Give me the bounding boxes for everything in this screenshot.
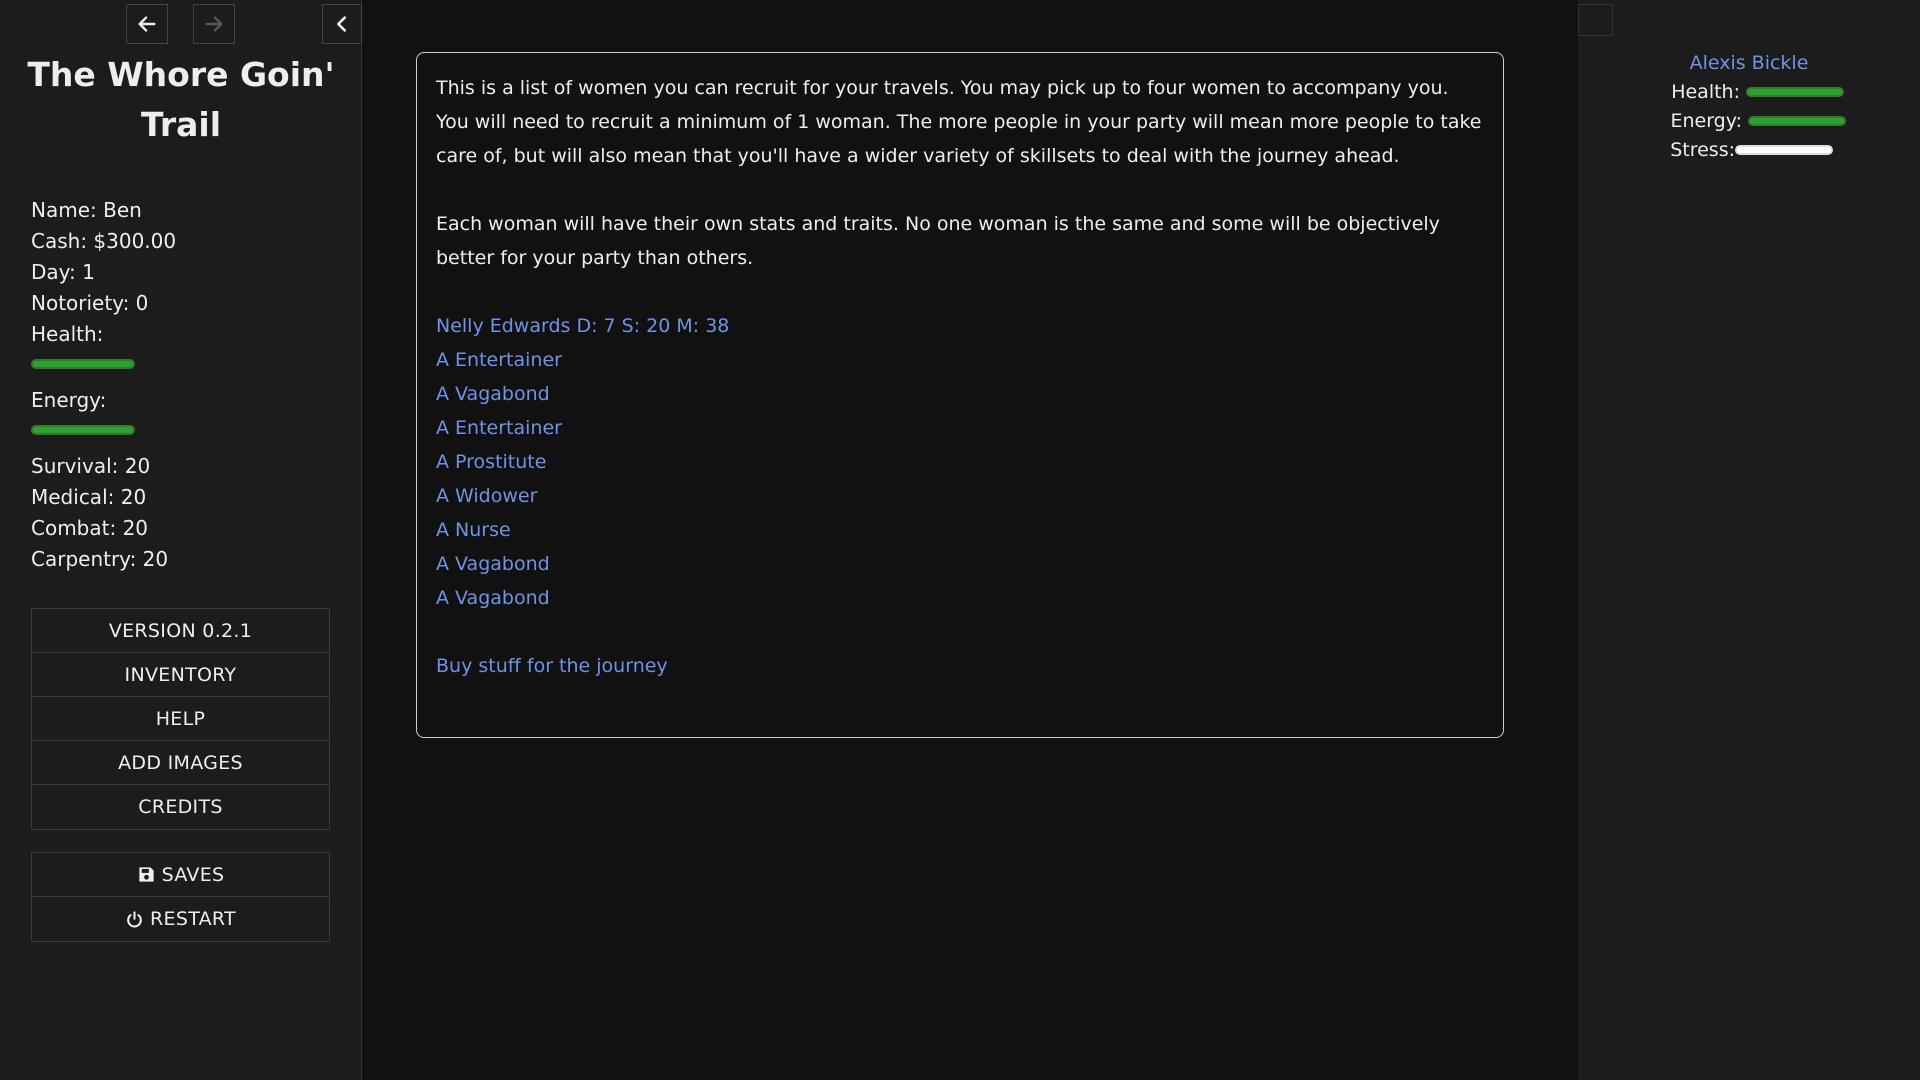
story-title: The Whore Goin' Trail [27, 55, 335, 144]
player-stats [31, 195, 176, 575]
stat-combat: Combat: 20 [31, 516, 149, 540]
arrow-left-icon [136, 13, 158, 35]
energy-bar [31, 425, 135, 435]
add-images-button[interactable]: ADD IMAGES [32, 741, 329, 785]
recruit-link[interactable]: A Vagabond [436, 587, 550, 609]
companion-energy-label: Energy: [1670, 110, 1742, 132]
recruit-link[interactable]: Nelly Edwards D: 7 S: 20 M: 38 [436, 315, 730, 337]
companion-health-label: Health: [1671, 81, 1740, 103]
stat-day: Day: 1 [31, 260, 95, 284]
stat-medical: Medical: 20 [31, 485, 147, 509]
help-button[interactable]: HELP [32, 697, 329, 741]
companion-stress-label: Stress: [1670, 139, 1735, 161]
companion-health-bar [1746, 87, 1844, 97]
companion-energy-row [1578, 107, 1920, 136]
power-icon [125, 910, 144, 929]
companion-stress-row [1578, 136, 1920, 165]
stat-health-label: Health: [31, 322, 104, 346]
recruit-list [436, 309, 1484, 615]
passage [416, 52, 1504, 738]
inventory-button[interactable]: INVENTORY [32, 653, 329, 697]
story-menu [31, 608, 330, 830]
sidebar-collapse-button[interactable] [322, 4, 362, 44]
saves-label: SAVES [161, 863, 225, 886]
system-menu [31, 852, 330, 942]
detail-text: Each woman will have their own stats and traits. No one woman is the same and some will be objectively better for your party than others. [436, 213, 1440, 269]
arrow-right-icon [203, 13, 225, 35]
saves-button[interactable] [32, 853, 329, 897]
party-panel-toggle[interactable] [1578, 4, 1613, 36]
stat-cash: Cash: $300.00 [31, 229, 177, 253]
ui-bar [0, 0, 362, 1080]
recruit-link[interactable]: A Nurse [436, 519, 511, 541]
stat-notoriety: Notoriety: 0 [31, 291, 149, 315]
recruit-link[interactable]: A Vagabond [436, 553, 550, 575]
companion-name-link[interactable]: Alexis Bickle [1689, 52, 1809, 74]
recruit-link[interactable]: A Entertainer [436, 417, 562, 439]
companion-stress-bar [1735, 145, 1833, 155]
recruit-link[interactable]: A Vagabond [436, 383, 550, 405]
health-bar [31, 359, 135, 369]
recruit-link[interactable]: A Entertainer [436, 349, 562, 371]
stat-energy-label: Energy: [31, 388, 107, 412]
history-back-button[interactable] [126, 4, 168, 44]
history-forward-button[interactable] [193, 4, 235, 44]
companion-health-row [1578, 78, 1920, 107]
chevron-left-icon [331, 13, 353, 35]
recruit-link[interactable]: A Prostitute [436, 451, 547, 473]
stat-survival: Survival: 20 [31, 454, 151, 478]
restart-button[interactable] [32, 897, 329, 941]
floppy-disk-icon [137, 865, 156, 884]
buy-supplies-link[interactable]: Buy stuff for the journey [436, 655, 668, 677]
party-panel [1578, 0, 1920, 1080]
credits-button[interactable]: CREDITS [138, 796, 223, 818]
restart-label: RESTART [150, 908, 236, 930]
stat-name: Name: Ben [31, 198, 142, 222]
stat-carpentry: Carpentry: 20 [31, 547, 169, 571]
companion-energy-bar [1748, 116, 1846, 126]
recruit-link[interactable]: A Widower [436, 485, 538, 507]
intro-text: This is a list of women you can recruit for your travels. You may pick up to four women to accompany you. You will need to recruit a minimum of 1 woman. The more people in your party will mean more people to take care of, but will also mean that you'll have a wider variety of skillsets to deal with the journey ahead. [436, 77, 1482, 167]
version-button[interactable]: VERSION 0.2.1 [32, 609, 329, 653]
